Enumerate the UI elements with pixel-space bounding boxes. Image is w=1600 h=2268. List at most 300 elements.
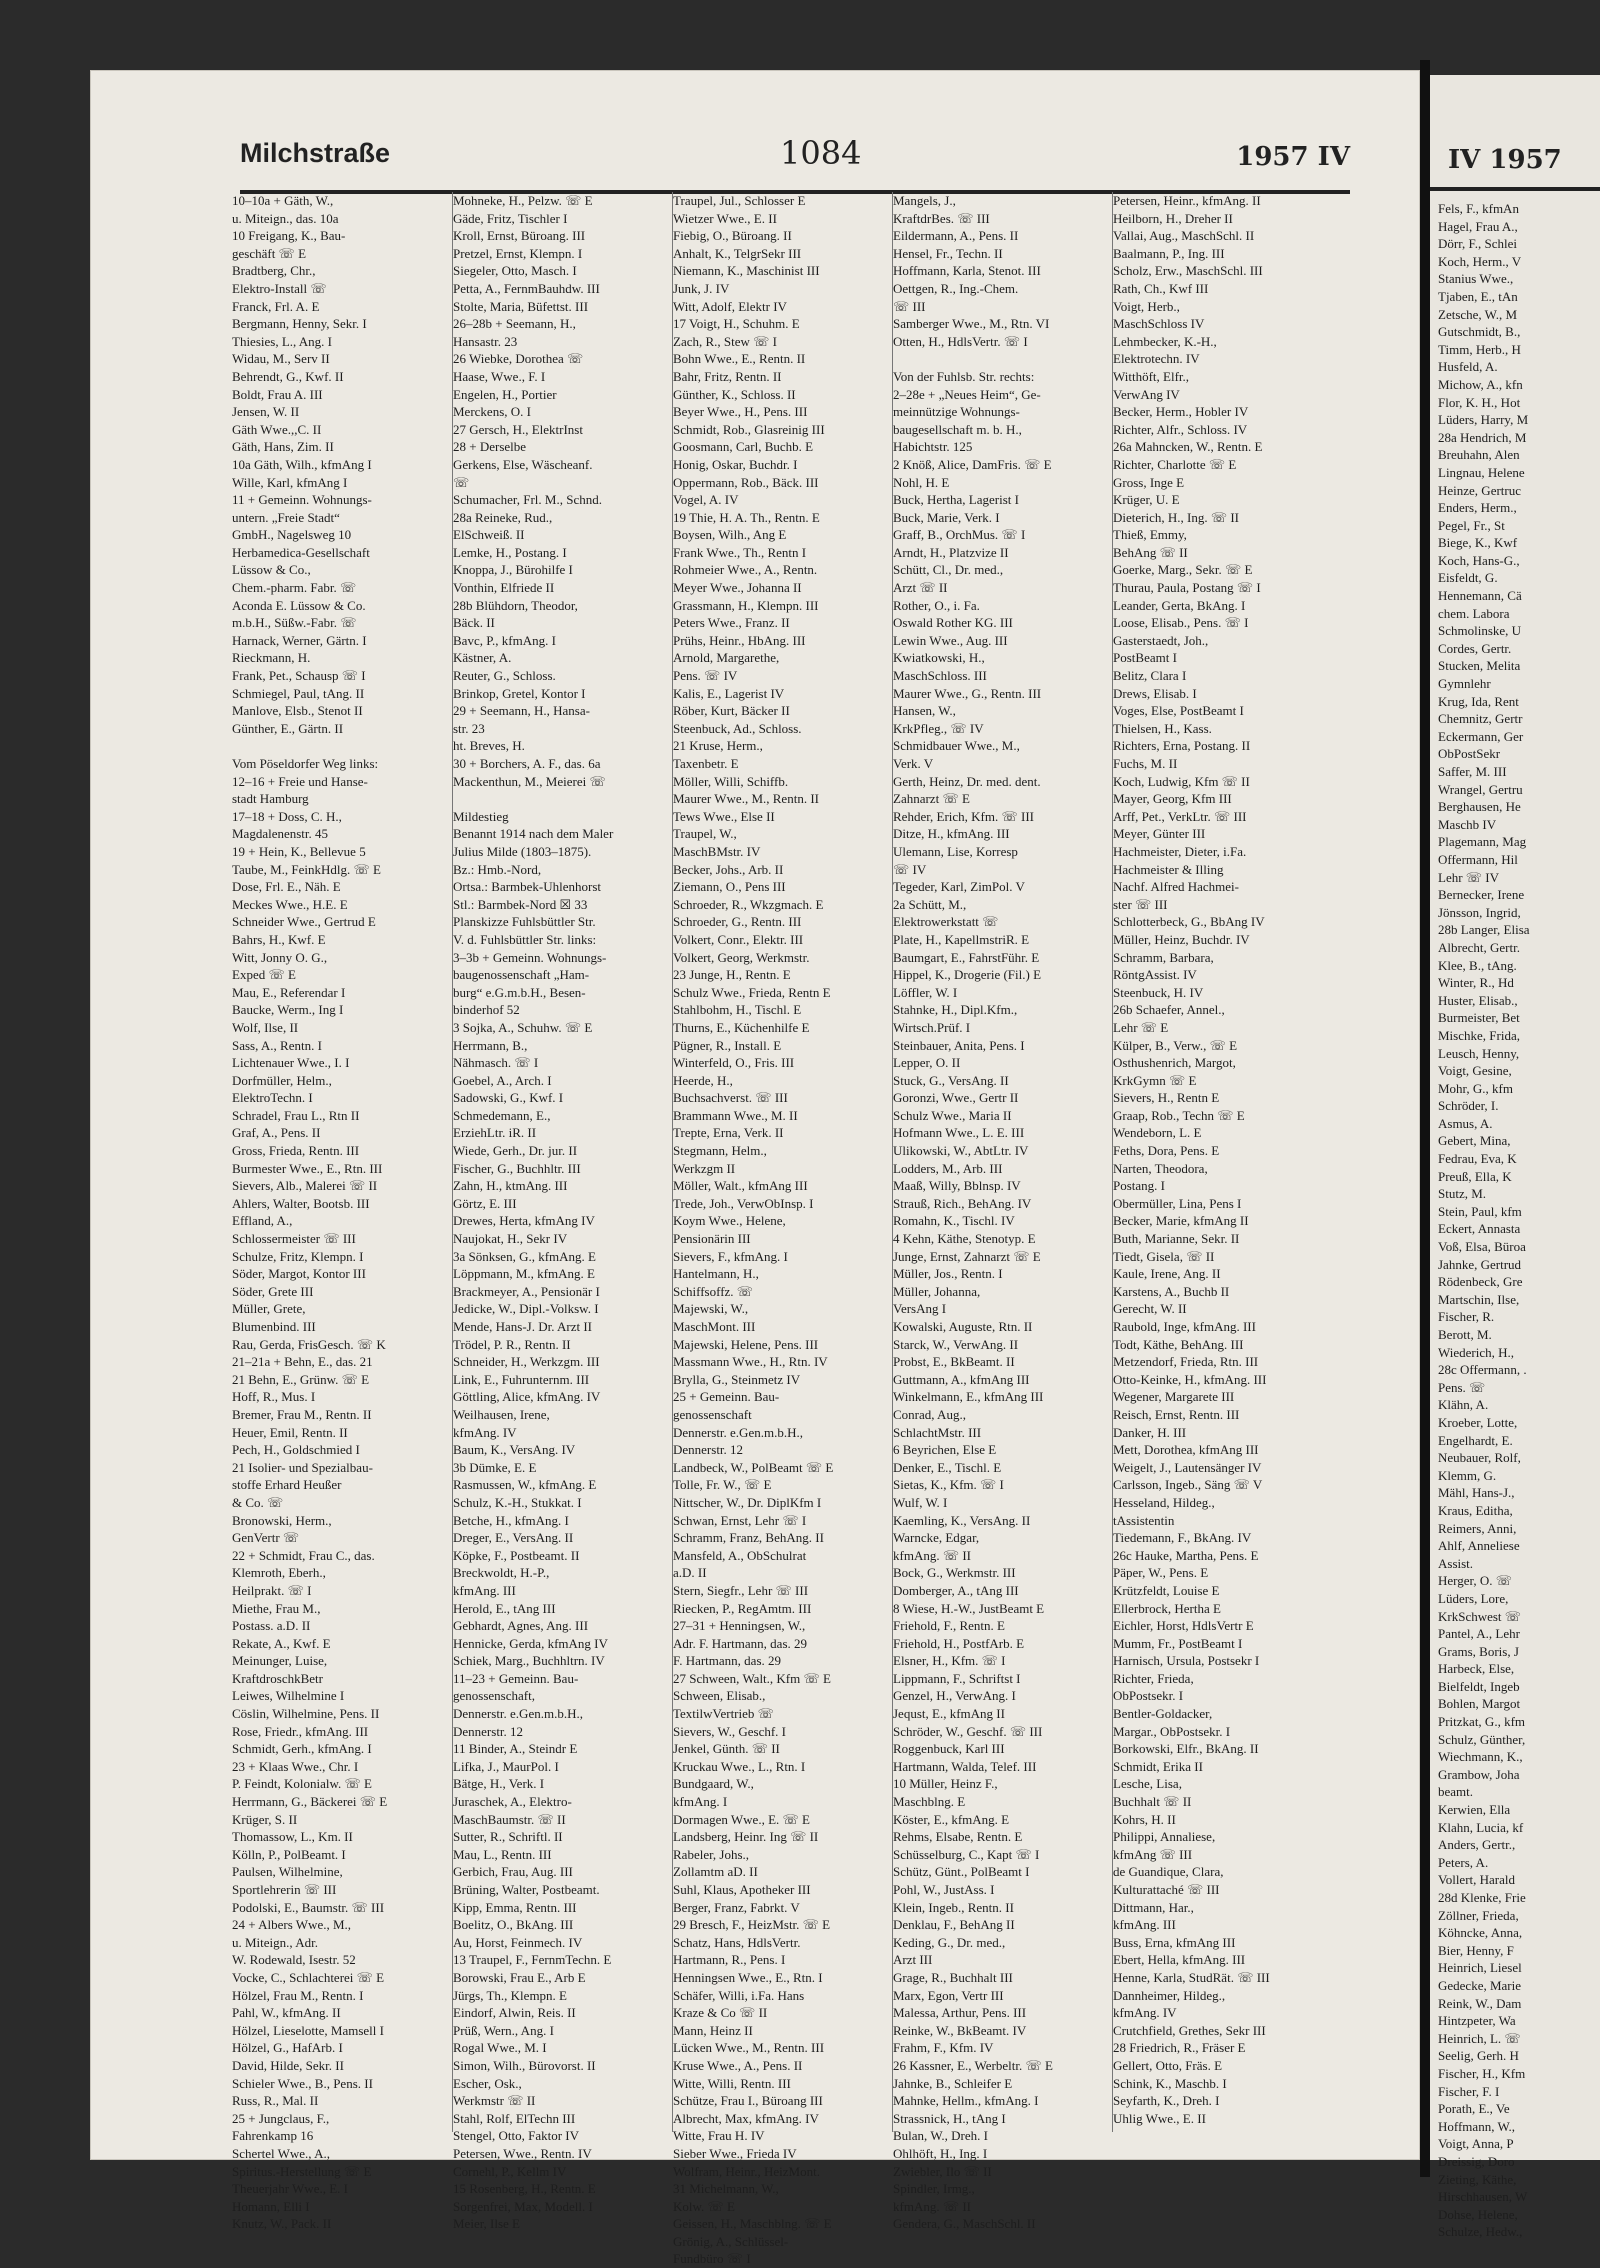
entry-line: Ahlers, Walter, Bootsb. III (232, 1195, 370, 1211)
entry-line: 13 Traupel, F., FernmTechn. E (453, 1952, 612, 1968)
entry-line: 19 Thie, H. A. Th., Rentn. E (673, 509, 820, 525)
entry-line: Franck, Frl. A. E (232, 298, 320, 314)
entry-line: Schütze, Frau I., Büroang III (673, 2093, 823, 2109)
entry-line: Ellerbrock, Hertha E (1113, 1600, 1221, 1616)
entry-line: Sass, A., Rentn. I (232, 1037, 322, 1053)
entry-line: Tegeder, Karl, ZimPol. V (893, 879, 1025, 895)
entry-line: Taxenbetr. E (673, 756, 739, 771)
entry-line: Pens. ☏ (1438, 1379, 1486, 1395)
entry-line: ElektroTechn. I (232, 1090, 313, 1106)
entry-line: geschäft ☏ E (232, 245, 307, 261)
entry-line: Plate, H., KapellmstriR. E (893, 931, 1030, 947)
entry-line: Roggenbuck, Karl III (893, 1741, 1005, 1757)
entry-line: Stein, Paul, kfm (1438, 1203, 1522, 1219)
entry-line: Uhlig Wwe., E. II (1113, 2110, 1206, 2126)
entry-line: Voigt, Herb., (1113, 298, 1180, 314)
entry-line: 26 Wiebke, Dorothea ☏ (453, 351, 584, 367)
entry-line: Stahl, Rolf, ElTechn III (453, 2110, 576, 2126)
entry-line: Boysen, Wilh., Ang E (673, 527, 787, 543)
entry-line: 28a Reineke, Rud., (453, 509, 553, 525)
entry-line: Philippi, Annaliese, (1113, 1829, 1216, 1845)
entry-line: Klahn, Lucia, kf (1438, 1819, 1524, 1835)
entry-line: Maschblng. E (893, 1794, 966, 1810)
entry-line: Eindorf, Alwin, Reis. II (453, 2005, 576, 2021)
entry-line: Bätge, H., Verk. I (453, 1776, 545, 1792)
entry-line: Hippel, K., Drogerie (Fil.) E (893, 967, 1042, 983)
entry-line: Pohl, W., JustAss. I (893, 1882, 995, 1897)
entry-line: Boldt, Frau A. III (232, 386, 323, 402)
entry-line: Fuchs, M. II (1113, 756, 1178, 771)
entry-line: Haase, Wwe., F. I (453, 368, 546, 384)
entry-line: Schink, K., Maschb. I (1113, 2075, 1227, 2091)
entry-line: chem. Labora (1438, 605, 1510, 621)
entry-line: Dieterich, H., Ing. ☏ II (1113, 509, 1239, 525)
entry-line: Husfeld, A. (1438, 359, 1498, 375)
entry-line: Schulz Wwe., Maria II (893, 1107, 1012, 1123)
entry-line: Peters Wwe., Franz. II (673, 615, 790, 631)
entry-line: Gäth Wwe.,,C. II (232, 421, 322, 437)
entry-line: kfmAng. ☏ II (893, 2198, 971, 2214)
entry-line: Cornehl, P., Kellm IV (453, 2163, 567, 2179)
entry-line: Hölzel, Frau M., Rentn. I (232, 1987, 364, 2003)
entry-line: 2–28e + „Neues Heim“, Ge- (893, 386, 1041, 402)
entry-line: Guttmann, A., kfmAng III (893, 1371, 1030, 1387)
entry-line: Traupel, W., (673, 826, 737, 842)
entry-line: Mildestieg (453, 808, 509, 824)
entry-line: Grassmann, H., Klempn. III (673, 597, 819, 613)
entry-line: 23 + Klaas Wwe., Chr. I (232, 1758, 359, 1774)
entry-line: Tews Wwe., Else II (673, 808, 775, 824)
entry-line: Söder, Margot, Kontor III (232, 1266, 366, 1282)
entry-line: Baum, K., VersAng. IV (453, 1442, 576, 1458)
entry-line: Strauß, Rich., BehAng. IV (893, 1195, 1032, 1211)
entry-line: Schulz Wwe., Frieda, Rentn E (673, 984, 831, 1000)
entry-line: Heinrich, Liesel (1438, 1960, 1522, 1976)
entry-line: Romahn, K., Tischl. IV (893, 1213, 1015, 1229)
entry-line: Gerbich, Frau, Aug. III (453, 1864, 573, 1880)
entry-line: Adr. F. Hartmann, das. 29 (673, 1635, 807, 1651)
entry-line: Krüger, U. E (1113, 492, 1180, 508)
entry-line: 3b Dümke, E. E (453, 1459, 537, 1475)
entry-line: Majewski, Helene, Pens. III (673, 1336, 819, 1352)
entry-line: Siegeler, Otto, Masch. I (453, 263, 577, 279)
entry-line: Vallai, Aug., MaschSchl. II (1113, 228, 1255, 244)
entry-line: Hantelmann, H., (673, 1266, 759, 1282)
entry-line: Wolfram, Heinr., HeizMont. (673, 2163, 820, 2179)
entry-line: Malessa, Arthur, Pens. III (893, 2005, 1027, 2021)
entry-line: Lüders, Lore, (1438, 1590, 1509, 1606)
entry-line: Massmann Wwe., H., Rtn. IV (673, 1354, 828, 1370)
entry-line: Mähl, Hans-J., (1438, 1485, 1515, 1501)
entry-line: Mau, L., Rentn. III (453, 1846, 552, 1862)
entry-line: Fiebig, O., Büroang. II (673, 228, 792, 244)
entry-line: Tiedt, Gisela, ☏ II (1113, 1248, 1215, 1264)
entry-line: Gendera, G., MaschSchl. II (893, 2216, 1036, 2232)
entry-line: Spindler, Irmg., (893, 2181, 975, 2197)
entry-line: Schumacher, Frl. M., Schnd. (453, 492, 602, 508)
entry-line: Weilhausen, Irene, (453, 1406, 550, 1422)
entry-line: Baucke, Werm., Ing I (232, 1002, 344, 1018)
entry-line: Beyer Wwe., H., Pens. III (673, 404, 808, 420)
entry-line: Lichtenauer Wwe., I. I (232, 1055, 350, 1071)
entry-line: Witt, Jonny O. G., (232, 949, 328, 965)
entry-line: Kölln, P., PolBeamt. I (232, 1846, 346, 1862)
entry-line: Conrad, Aug., (893, 1406, 966, 1422)
entry-line: Nohl, H. E (893, 474, 950, 490)
entry-line: Herger, O. ☏ (1438, 1573, 1512, 1589)
entry-line: 2 Knöß, Alice, DamFris. ☏ E (893, 456, 1052, 472)
entry-line: Sadowski, G., Kwf. I (453, 1090, 564, 1106)
entry-line: 17 Voigt, H., Schuhm. E (673, 316, 800, 332)
entry-line: Schmidt, Gerh., kfmAng. I (232, 1741, 372, 1757)
entry-line: Stucken, Melita (1438, 658, 1521, 674)
entry-line: Crutchfield, Grethes, Sekr III (1113, 2022, 1266, 2038)
entry-line: Maaß, Willy, Bblnsp. IV (893, 1178, 1021, 1194)
entry-line: Kaemling, K., VersAng. II (893, 1512, 1031, 1528)
entry-line: Narten, Theodora, (1113, 1160, 1208, 1176)
entry-line: Tiedemann, F., BkAng. IV (1113, 1530, 1252, 1546)
entry-line: Stern, Siegfr., Lehr ☏ III (673, 1582, 809, 1598)
entry-line: Müller, Heinz, Buchdr. IV (1113, 931, 1250, 947)
entry-line: MaschSchloss IV (1113, 316, 1205, 332)
entry-line: Ziemann, O., Pens III (673, 879, 786, 895)
entry-line: Schröder, W., Geschf. ☏ III (893, 1723, 1043, 1739)
entry-line: 28 Friedrich, R., Fräser E (1113, 2040, 1246, 2056)
entry-line: Seyfarth, K., Dreh. I (1113, 2093, 1220, 2109)
entry-line: Wille, Karl, kfmAng I (232, 474, 348, 490)
entry-line: Bentler-Goldacker, (1113, 1706, 1213, 1722)
entry-line: Zach, R., Stew ☏ I (673, 333, 777, 349)
entry-line: Dennerstr. e.Gen.m.b.H., (453, 1706, 583, 1722)
entry-line: Schmidt, Rob., Glasreinig III (673, 421, 825, 437)
entry-line: burg“ e.G.m.b.H., Besen- (453, 984, 586, 1000)
entry-line: Sievers, W., Geschf. I (673, 1723, 787, 1739)
entry-line: Dohse, Helene, (1438, 2206, 1518, 2222)
entry-line: Metzendorf, Frieda, Rtn. III (1113, 1354, 1259, 1370)
entry-line: SchlachtMstr. III (893, 1424, 982, 1440)
entry-line: Hölzel, Lieselotte, Mamsell I (232, 2022, 384, 2038)
next-page-edge (1430, 75, 1600, 2240)
entry-line: Wulf, W. I (893, 1494, 948, 1510)
entry-line: 28 + Derselbe (453, 439, 527, 455)
entry-line: u. Miteign., das. 10a (232, 210, 339, 226)
entry-line: Albrecht, Max, kfmAng. IV (673, 2110, 819, 2126)
entry-line: Kipp, Emma, Rentn. III (453, 1899, 577, 1915)
entry-line: Trepte, Erna, Verk. II (673, 1125, 784, 1141)
entry-line: Lingnau, Helene (1438, 464, 1525, 480)
entry-line: Starck, W., VerwAng. II (893, 1336, 1019, 1352)
entry-line: Dreger, E., VersAng. II (453, 1530, 574, 1546)
entry-line: Chemnitz, Gertr (1438, 711, 1523, 727)
entry-line: W. Rodewald, Isestr. 52 (232, 1952, 356, 1968)
entry-line: Hirschhausen, W (1438, 2189, 1528, 2205)
entry-line: KrkPfleg., ☏ IV (893, 720, 984, 736)
entry-line: Graap, Rob., Techn ☏ E (1113, 1107, 1245, 1123)
entry-line: 26a Mahncken, W., Rentn. E (1113, 439, 1263, 455)
entry-line: Pahl, W., kfmAng. II (232, 2005, 341, 2021)
entry-line: Schertel Wwe., A., (232, 2145, 330, 2161)
entry-line: Brackmeyer, A., Pensionär I (453, 1283, 600, 1299)
entry-line: Brammann Wwe., M. II (673, 1107, 798, 1123)
entry-line: Ulikowski, W., AbtLtr. IV (893, 1143, 1029, 1159)
entry-line: Postass. a.D. II (232, 1618, 311, 1634)
entry-line: Lemke, H., Postang. I (453, 544, 567, 560)
entry-line: Todt, Käthe, BehAng. III (1113, 1336, 1244, 1352)
entry-line: Gebert, Mina, (1438, 1133, 1511, 1149)
entry-line: Wolf, Ilse, II (232, 1019, 299, 1035)
entry-line: Honig, Oskar, Buchdr. I (673, 456, 798, 472)
entry-line: Harnisch, Ursula, Postsekr I (1113, 1653, 1260, 1669)
entry-line: Voigt, Anna, P (1438, 2136, 1514, 2152)
entry-line: Löffler, W. I (893, 984, 958, 1000)
entry-line: Heilprakt. ☏ I (232, 1582, 312, 1598)
entry-line: Suhl, Klaus, Apotheker III (673, 1882, 811, 1897)
entry-line: Geissen, H., Maschblng. ☏ E (673, 2216, 832, 2232)
entry-line: Kulturattaché ☏ III (1113, 1882, 1220, 1897)
entry-line: Heilborn, H., Dreher II (1113, 210, 1233, 226)
entry-line: Witthöft, Elfr., (1113, 368, 1190, 384)
entry-line: Eisfeldt, G. (1438, 570, 1498, 586)
entry-line: Witte, Willi, Rentn. III (673, 2075, 791, 2091)
entry-line: Saffer, M. III (1438, 764, 1507, 779)
entry-line: Brylla, G., Steinmetz IV (673, 1371, 801, 1387)
entry-line: Mohneke, H., Pelzw. ☏ E (453, 193, 593, 208)
entry-line: Leiwes, Wilhelmine I (232, 1688, 345, 1704)
entry-line: Wrangel, Gertru (1438, 781, 1523, 797)
entry-line: stoffe Erhard Heußer (232, 1477, 342, 1493)
entry-line: 3 Sojka, A., Schuhw. ☏ E (453, 1019, 593, 1035)
entry-line: Dennerstr. e.Gen.m.b.H., (673, 1424, 803, 1440)
entry-line: Fahrenkamp 16 (232, 2128, 314, 2144)
entry-line: Schäfer, Willi, i.Fa. Hans (673, 1987, 805, 2003)
entry-line: Effland, A., (232, 1213, 293, 1229)
entry-line: Koch, Herm., V (1438, 253, 1522, 269)
entry-line: kfmAng. I (673, 1794, 728, 1810)
entry-line: Wegener, Margarete III (1113, 1389, 1235, 1405)
entry-line: Traupel, Jul., Schlosser E (673, 193, 806, 208)
entry-line: ht. Breves, H. (453, 738, 525, 754)
entry-line: Reink, W., Dam (1438, 1995, 1522, 2011)
entry-line: KraftdrBes. ☏ III (893, 210, 990, 226)
entry-line: Bremer, Frau M., Rentn. II (232, 1406, 372, 1422)
entry-line: Eildermann, A., Pens. II (893, 228, 1019, 244)
entry-line: Reinke, W., BkBeamt. IV (893, 2022, 1027, 2038)
entry-line: untern. „Freie Stadt“ (232, 509, 340, 525)
entry-line: Knoppa, J., Bürohilfe I (453, 562, 573, 578)
entry-line: Julius Milde (1803–1875). (453, 843, 592, 859)
entry-line: Nähmasch. ☏ I (453, 1055, 539, 1071)
entry-line: kfmAng. ☏ II (893, 1547, 971, 1563)
entry-line: Denker, E., Tischl. E (893, 1459, 1002, 1475)
entry-line: Burmeister, Bet (1438, 1010, 1520, 1026)
entry-line: Vonthin, Elfriede II (453, 580, 555, 596)
entry-line: Genzel, H., VerwAng. I (893, 1688, 1016, 1704)
entry-line: Heinrich, L. ☏ (1438, 2030, 1521, 2046)
entry-line: meinnützige Wohnungs- (893, 404, 1020, 420)
entry-line: Hennemann, Cä (1438, 588, 1522, 604)
entry-line: Reuter, G., Schloss. (453, 668, 556, 684)
entry-line (893, 350, 1111, 368)
entry-line: Strassnick, H., tAng I (893, 2110, 1006, 2126)
entry-line: Heerde, H., (673, 1072, 733, 1088)
entry-line: Arff, Pet., VerkLtr. ☏ III (1113, 808, 1247, 824)
entry-line: Berott, M. (1438, 1327, 1492, 1342)
entry-line: Pügner, R., Install. E (673, 1037, 782, 1053)
entry-line: Rother, O., i. Fa. (893, 597, 980, 613)
entry-line: Steinbauer, Anita, Pens. I (893, 1037, 1025, 1053)
entry-line: Gerkens, Else, Wäscheanf. (453, 456, 593, 472)
entry-line: Fischer, R. (1438, 1309, 1495, 1325)
entry-line: Fischer, F. I (1438, 2083, 1500, 2099)
entry-line: Reisch, Ernst, Rentn. III (1113, 1406, 1240, 1422)
entry-line: kfmAng. III (1113, 1917, 1176, 1933)
entry-line: Lifka, J., MaurPol. I (453, 1758, 559, 1774)
entry-line: Wiede, Gerh., Dr. jur. II (453, 1143, 578, 1159)
entry-line: Vocke, C., Schlachterei ☏ E (232, 1969, 385, 1985)
entry-line: Stengel, Otto, Faktor IV (453, 2128, 580, 2144)
entry-line: Klemm, G. (1438, 1467, 1497, 1483)
entry-line: Gerth, Heinz, Dr. med. dent. (893, 773, 1041, 789)
entry-line: Frank, Pet., Schausp ☏ I (232, 668, 366, 684)
entry-line: Dörr, F., Schlei (1438, 236, 1517, 252)
entry-line: Simon, Wilh., Bürovorst. II (453, 2057, 596, 2073)
entry-line: Schulze, Hedw., (1438, 2224, 1523, 2240)
entry-line: Becker, Johs., Arb. II (673, 861, 784, 877)
entry-line: Leusch, Henny, (1438, 1045, 1520, 1061)
entry-line: Koym Wwe., Helene, (673, 1213, 786, 1229)
entry-line: Hansastr. 23 (453, 333, 518, 349)
entry-line: Jönsson, Ingrid, (1438, 904, 1521, 920)
entry-line: Kroeber, Lotte, (1438, 1414, 1518, 1430)
entry-line: Kraze & Co ☏ II (673, 2005, 768, 2021)
entry-line: Bohlen, Margot (1438, 1696, 1521, 1712)
entry-line: Wiederich, H., (1438, 1344, 1515, 1360)
entry-line: Hachmeister & Illing (1113, 861, 1224, 877)
entry-line: Schradel, Frau L., Rtn II (232, 1107, 360, 1123)
entry-line: Schmidt, Erika II (1113, 1758, 1203, 1774)
entry-line: 25 + Jungclaus, F., (232, 2110, 330, 2126)
entry-line: 26–28b + Seemann, H., (453, 316, 576, 332)
entry-line: PostBeamt I (1113, 650, 1177, 666)
entry-line: 15 Rosenberg, H., Rentn. E (453, 2181, 596, 2197)
entry-line: Elektrotechn. IV (1113, 351, 1200, 367)
entry-line: Kraus, Editha, (1438, 1502, 1513, 1518)
entry-line: GmbH., Nagelsweg 10 (232, 527, 352, 543)
entry-line: Warncke, Edgar, (893, 1530, 980, 1546)
entry-line: Dittmann, Har., (1113, 1899, 1194, 1915)
entry-line: Taube, M., FeinkHdlg. ☏ E (232, 861, 381, 877)
entry-line: & Co. ☏ (232, 1494, 284, 1510)
entry-line: Zöllner, Frieda, (1438, 1907, 1519, 1923)
entry-line: Boelitz, O., BkAng. III (453, 1917, 574, 1933)
entry-line: RöntgAssist. IV (1113, 967, 1197, 983)
entry-line: Jahnke, Gertrud (1438, 1256, 1522, 1272)
entry-line: KraftdroschkBetr (232, 1670, 323, 1686)
entry-line: Kerwien, Ella (1438, 1802, 1511, 1818)
entry-line: Betche, H., kfmAng. I (453, 1512, 569, 1528)
entry-line: Porath, E., Ve (1438, 2101, 1510, 2117)
entry-line: Friehold, H., PostfArb. E (893, 1635, 1025, 1651)
entry-line: Timm, Herb., H (1438, 341, 1521, 357)
entry-line: 8 Wiese, H.-W., JustBeamt E (893, 1600, 1045, 1616)
entry-line: 29 + Seemann, H., Hansa- (453, 703, 590, 719)
entry-line: Rau, Gerda, FrisGesch. ☏ K (232, 1336, 386, 1352)
entry-line: Schieler Wwe., B., Pens. II (232, 2075, 373, 2091)
entry-line: Brinkop, Gretel, Kontor I (453, 685, 586, 701)
entry-line: Mischke, Frida, (1438, 1027, 1520, 1043)
entry-line: Buck, Marie, Verk. I (893, 509, 1000, 525)
entry-line: Scholz, Erw., MaschSchl. III (1113, 263, 1263, 279)
entry-line: a.D. II (673, 1565, 707, 1581)
entry-line: Enders, Herm., (1438, 500, 1517, 516)
entry-line: Hensel, Fr., Techn. II (893, 245, 1003, 261)
entry-line: Ditze, H., kfmAng. III (893, 826, 1010, 842)
entry-line: Rose, Friedr., kfmAng. III (232, 1723, 369, 1739)
entry-line: Arzt ☏ II (893, 580, 948, 596)
entry-line: 28c Offermann, . (1438, 1362, 1527, 1378)
entry-line: Gerecht, W. II (1113, 1301, 1187, 1317)
entry-line: Maurer Wwe., G., Rentn. III (893, 685, 1042, 701)
entry-line: Engelen, H., Portier (453, 386, 557, 402)
entry-line (453, 790, 671, 808)
entry-line: Kroll, Ernst, Büroang. III (453, 228, 586, 244)
entry-line: Junk, J. IV (673, 280, 730, 296)
entry-line: Theuerjahr Wwe., E. I (232, 2181, 348, 2197)
entry-line: genossenschaft (673, 1406, 752, 1422)
entry-line: 28d Klenke, Frie (1438, 1890, 1526, 1905)
entry-line: stadt Hamburg (232, 791, 309, 807)
entry-line: Klähn, A. (1438, 1397, 1489, 1413)
entry-line: 12–16 + Freie und Hanse- (232, 773, 368, 789)
entry-line: Henningsen Wwe., E., Rtn. I (673, 1969, 823, 1985)
entry-line: Friehold, F., Rentn. E (893, 1618, 1005, 1634)
entry-line: Marx, Egon, Vertr III (893, 1987, 1004, 2003)
entry-line: Osthushenrich, Margot, (1113, 1055, 1236, 1071)
entry-line: Stahnke, H., Dipl.Kfm., (893, 1002, 1018, 1018)
entry-line: Buck, Hertha, Lagerist I (893, 492, 1019, 508)
entry-line: Heuer, Emil, Rentn. II (232, 1424, 348, 1440)
entry-line: Schulze, Fritz, Klempn. I (232, 1248, 364, 1264)
entry-line: Breuhahn, Alen (1438, 447, 1520, 463)
entry-line: Rehms, Elsabe, Rentn. E (893, 1829, 1023, 1845)
entry-line: Werkmstr ☏ II (453, 2093, 536, 2109)
entry-line: Söder, Grete III (232, 1283, 314, 1299)
entry-line: Klein, Ingeb., Rentn. II (893, 1899, 1014, 1915)
entry-line: Petta, A., FernmBauhdw. III (453, 280, 600, 296)
entry-line: Voigt, Gesine, (1438, 1063, 1512, 1079)
entry-line: 6 Beyrichen, Else E (893, 1442, 997, 1458)
entry-line: Gross, Inge E (1113, 474, 1185, 490)
entry-line: Hachmeister, Dieter, i.Fa. (1113, 843, 1247, 859)
entry-line: Müller, Jos., Rentn. I (893, 1266, 1003, 1282)
entry-line: Schröder, I. (1438, 1098, 1499, 1114)
entry-line: Bier, Henny, F (1438, 1942, 1514, 1958)
entry-line: 10 Müller, Heinz F., (893, 1776, 998, 1792)
entry-line: Mau, E., Referendar I (232, 984, 346, 1000)
entry-line: Verk. V (893, 756, 934, 771)
entry-line: Lehr ☏ E (1113, 1019, 1169, 1035)
entry-line: Schiffsoffz. ☏ (673, 1283, 754, 1299)
entry-line: Hölzel, G., HafArb. I (232, 2040, 343, 2056)
entry-line: Martschin, Ilse, (1438, 1291, 1520, 1307)
entry-line: Arndt, H., Platzvize II (893, 544, 1009, 560)
entry-line: Miethe, Frau M., (232, 1600, 321, 1616)
entry-line: MaschSchloss. III (893, 668, 987, 684)
entry-line: Bäck. II (453, 615, 495, 631)
entry-line: Gross, Frieda, Rentn. III (232, 1143, 360, 1159)
entry-line: Meyer Wwe., Johanna II (673, 580, 802, 596)
entry-line: ster ☏ III (1113, 896, 1168, 912)
